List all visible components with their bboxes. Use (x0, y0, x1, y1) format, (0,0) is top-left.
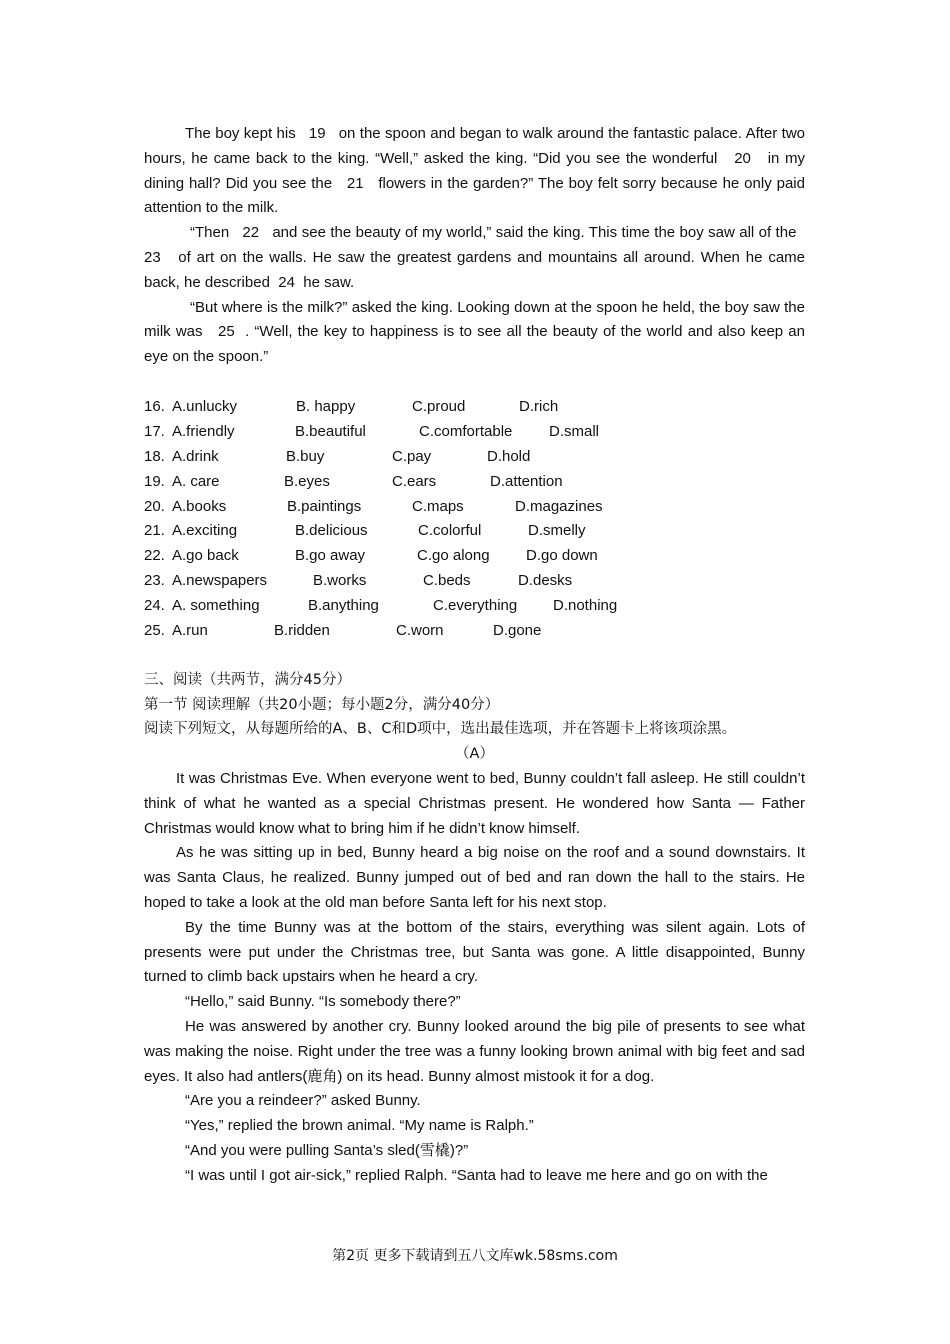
option-row (144, 495, 805, 520)
passage-paragraph: As he was sitting up in bed, Bunny heard a big noise on the roof and a sound downstairs. It was Santa Claus, he realized. Bunny jumped out of bed and ran down the hall to the stairs. He hoped to take a look at the old man before Santa left for his next stop. (144, 844, 805, 912)
question-number: 16. (144, 397, 165, 415)
option-c: C.comfortable (419, 422, 513, 440)
option-b: B.go away (295, 547, 366, 565)
section-subheading: 第一节 阅读理解（共20小题；每小题2分，满分40分） (144, 696, 500, 713)
option-a: A.books (172, 497, 227, 515)
option-a: A.newspapers (172, 572, 268, 590)
passage-label: （A） (455, 746, 494, 763)
option-c: C.pay (392, 447, 432, 465)
option-d: D.gone (493, 621, 542, 639)
option-c: C.ears (392, 472, 437, 490)
option-d: D.rich (519, 397, 559, 415)
option-c: C.beds (423, 572, 471, 590)
spacer (144, 370, 805, 395)
option-c: C.go along (417, 547, 490, 565)
option-d: D.magazines (515, 497, 603, 515)
option-c: C.maps (412, 497, 464, 515)
option-d: D.hold (487, 447, 531, 465)
option-b: B.delicious (295, 522, 368, 540)
page-content (144, 122, 805, 1189)
question-number: 17. (144, 422, 165, 440)
option-a: A. care (172, 472, 220, 490)
question-number: 23. (144, 572, 165, 590)
option-a: A.friendly (172, 422, 235, 440)
cloze-paragraph: “Then 22 and see the beauty of my world,” said the king. This time the boy saw all of the 23 of art on the walls. He saw the greatest gardens and mountains all around. When he came back, he described 24 he saw. (144, 224, 805, 291)
passage-paragraph: “Hello,” said Bunny. “Is somebody there?” (185, 993, 461, 1011)
option-b: B.buy (286, 447, 325, 465)
option-b: B.paintings (287, 497, 362, 515)
option-row (144, 395, 805, 420)
passage-paragraph: He was answered by another cry. Bunny looked around the big pile of presents to see what was making the noise. Right under the tree was a funny looking brown animal with big feet and sad eyes. It also had antlers(鹿角) on its head. Bunny almost mistook it for a dog. (144, 1018, 805, 1085)
question-number: 20. (144, 497, 165, 515)
spacer (144, 644, 805, 668)
section-heading: 三、阅读（共两节，满分45分） (144, 671, 351, 688)
page-footer: 第2页 更多下载请到五八文库wk.58sms.com (332, 1248, 618, 1264)
option-a: A.run (172, 621, 208, 639)
option-d: D.smelly (528, 522, 586, 540)
option-row (144, 519, 805, 544)
option-b: B.works (313, 572, 367, 590)
question-number: 22. (144, 547, 165, 565)
option-a: A.drink (172, 447, 219, 465)
cloze-paragraph: The boy kept his 19 on the spoon and began to walk around the fantastic palace. After two hours, he came back to the king. “Well,” asked the king. “Did you see the wonderful 20 in my dining hall? Did you see the 21 flowers in the garden?” The boy felt sorry because he only paid attention to the milk. (144, 125, 805, 217)
option-row (144, 470, 805, 495)
question-number: 21. (144, 522, 165, 540)
passage-paragraph: “I was until I got air-sick,” replied Ralph. “Santa had to leave me here and go on with the (185, 1166, 768, 1184)
cloze-paragraph: “But where is the milk?” asked the king. Looking down at the spoon he held, the boy saw the milk was 25 . “Well, the key to happiness is to see all the beauty of the world and also keep an eye on the spoon.” (144, 298, 805, 366)
option-row (144, 569, 805, 594)
option-a: A.exciting (172, 522, 238, 540)
question-number: 18. (144, 447, 165, 465)
option-a: A.go back (172, 547, 239, 565)
option-row (144, 445, 805, 470)
option-c: C.worn (396, 621, 444, 639)
options-list (144, 395, 805, 644)
option-row (144, 619, 805, 644)
option-b: B.beautiful (295, 422, 366, 440)
question-number: 24. (144, 597, 165, 615)
option-row (144, 420, 805, 445)
passage-paragraph: “Are you a reindeer?” asked Bunny. (185, 1092, 421, 1110)
passage-paragraph: It was Christmas Eve. When everyone went to bed, Bunny couldn’t fall asleep. He still couldn’t think of what he wanted as a special Christmas present. He wondered how Santa — Father Christmas would know what to bring him if he didn’t know himself. (144, 770, 805, 837)
question-number: 25. (144, 621, 165, 639)
option-b: B. happy (296, 397, 356, 415)
section-instruction: 阅读下列短文，从每题所给的A、B、C和D项中，选出最佳选项，并在答题卡上将该项涂黑。 (144, 721, 737, 738)
option-row (144, 544, 805, 569)
option-d: D.attention (490, 472, 563, 490)
option-row (144, 594, 805, 619)
option-c: C.everything (433, 597, 518, 615)
passage-paragraph: “Yes,” replied the brown animal. “My name is Ralph.” (185, 1117, 534, 1135)
option-c: C.proud (412, 397, 466, 415)
option-d: D.small (549, 422, 600, 440)
question-number: 19. (144, 472, 165, 490)
option-c: C.colorful (418, 522, 482, 540)
option-b: B.ridden (274, 621, 330, 639)
option-a: A. something (172, 597, 260, 615)
option-d: D.nothing (553, 597, 618, 615)
passage-paragraph: By the time Bunny was at the bottom of the stairs, everything was silent again. Lots of presents were put under the Christmas tree, but Santa was gone. A little disappointed, Bunny turned to climb back upstairs when he heard a cry. (144, 918, 805, 986)
option-a: A.unlucky (172, 397, 238, 415)
option-b: B.eyes (284, 472, 330, 490)
option-d: D.desks (518, 572, 573, 590)
option-d: D.go down (526, 547, 598, 565)
option-b: B.anything (308, 597, 379, 615)
passage-paragraph: “And you were pulling Santa’s sled(雪橇)?” (185, 1142, 469, 1160)
